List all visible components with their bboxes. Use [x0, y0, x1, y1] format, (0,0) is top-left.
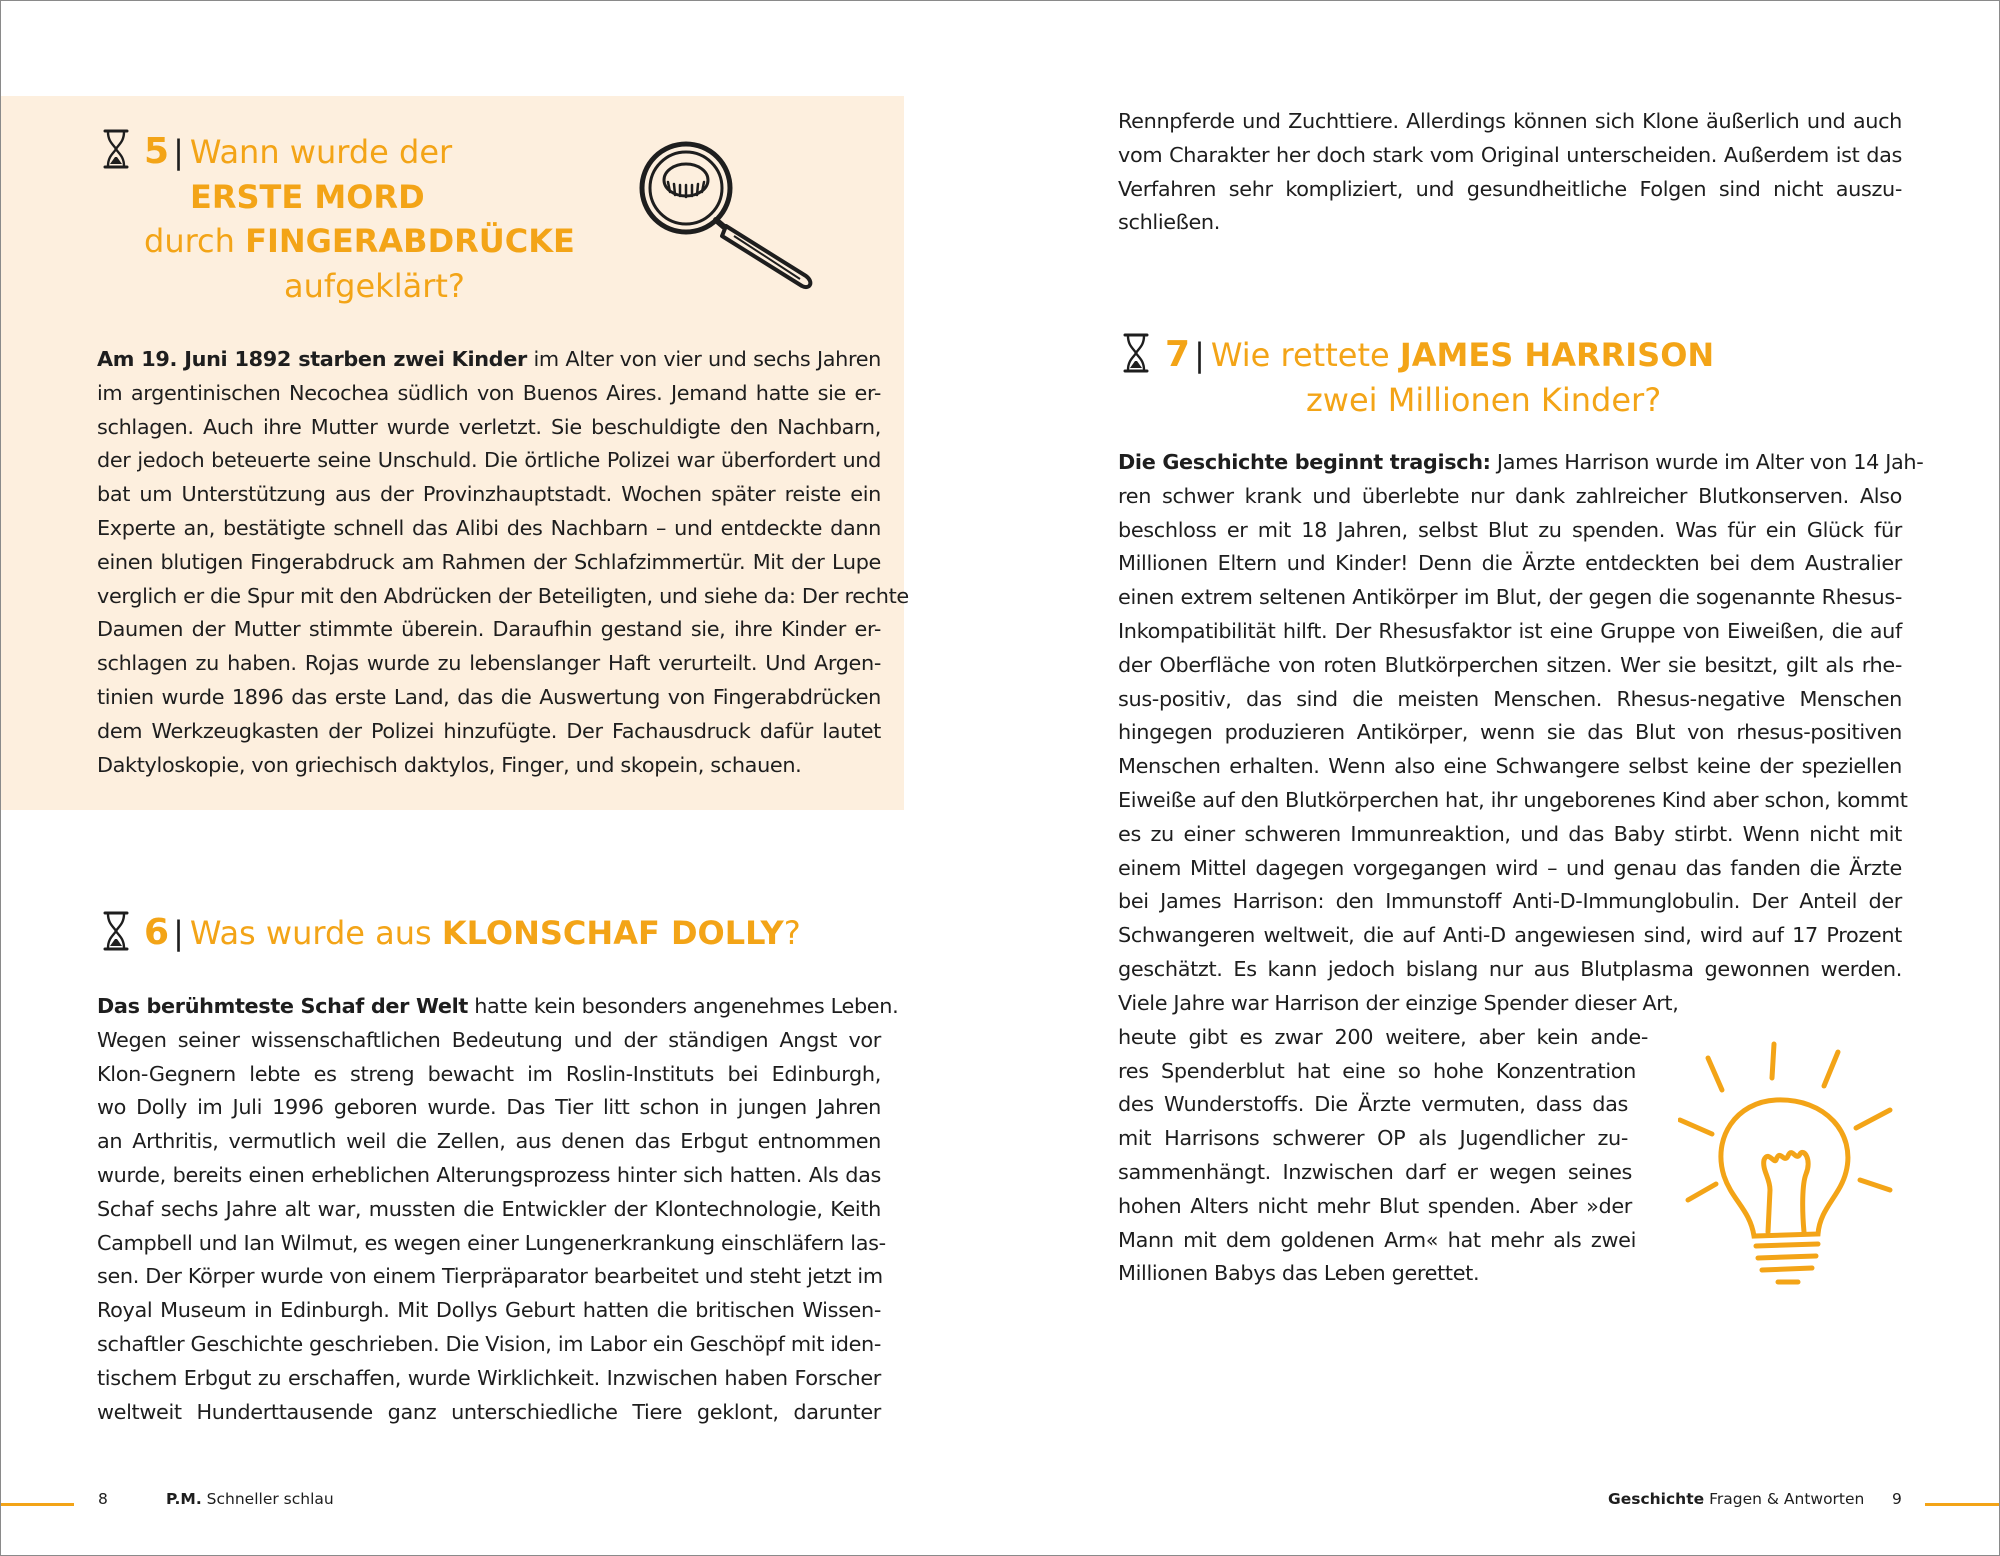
question-7-answer [1118, 446, 1924, 987]
answer-lead: Das berühmteste Schaf der Welt [97, 994, 468, 1018]
answer-lead: Die Geschichte beginnt tragisch: [1118, 450, 1491, 474]
footer-accent-rule [1, 1503, 74, 1506]
answer-line: bei James Harrison: den Immunstoff Anti-D-Immunglobulin. Der Anteil der [1118, 889, 1902, 914]
answer-line: dem Werkzeugkasten der Polizei hinzufügte. Der Fachausdruck dafür lautet [97, 718, 881, 743]
answer-line: Schwangeren weltweit, die auf Anti-D angewiesen sind, wird auf 17 Prozent [1118, 923, 1902, 948]
question-5-heading [144, 130, 452, 180]
answer-line: weltweit Hunderttausende ganz unterschiedliche Tiere geklont, darunter [97, 1399, 881, 1424]
answer-line: Die Geschichte beginnt tragisch: James Harrison wurde im Alter von 14 Jah- [1118, 450, 1924, 474]
heading-divider: | [173, 914, 184, 952]
answer-line: sammenhängt. Inzwischen darf er wegen seines [1118, 1159, 1632, 1184]
answer-line: Eiweiße auf den Blutkörperchen hat, ihr ungeborenes Kind aber schon, kommt [1118, 787, 1908, 812]
question-5-heading-line-2 [190, 175, 425, 225]
heading-divider: | [1194, 336, 1205, 374]
right-page-number: 9 [1892, 1490, 1902, 1508]
answer-line: sus-positiv, das sind die meisten Menschen. Rhesus-negative Menschen [1118, 686, 1902, 711]
hourglass-icon [1121, 332, 1151, 374]
heading-divider: | [173, 133, 184, 171]
answer-line: beschloss er mit 18 Jahren, selbst Blut zu spenden. Was für ein Glück für [1118, 517, 1902, 542]
answer-line: Experte an, bestätigte schnell das Alibi des Nachbarn – und entdeckte dann [97, 515, 881, 540]
footer-section: Geschichte [1608, 1490, 1705, 1508]
answer-line: ren schwer krank und überlebte nur dank zahlreicher Blutkonserven. Also [1118, 483, 1902, 508]
left-footer-title [166, 1490, 334, 1508]
answer-line: mit Harrisons schwerer OP als Jugendlicher zu- [1118, 1126, 1628, 1151]
answer-line: an Arthritis, vermutlich weil die Zellen, aus denen das Erbgut entnommen [97, 1129, 881, 1154]
left-page-number: 8 [98, 1490, 108, 1508]
hourglass-icon [101, 128, 131, 170]
answer-line: Rennpferde und Zuchttiere. Allerdings können sich Klone äußerlich und auch [1118, 109, 1902, 133]
question-number: 7 [1165, 334, 1191, 375]
question-5-answer [97, 343, 909, 782]
answer-line: Menschen erhalten. Wenn also eine Schwangere selbst keine der speziellen [1118, 754, 1902, 779]
answer-line: Verfahren sehr kompliziert, und gesundheitliche Folgen sind nicht auszu- [1118, 176, 1902, 201]
answer-line: verglich er die Spur mit den Abdrücken der Beteiligten, und siehe da: Der rechte [97, 583, 909, 608]
question-5-heading-line-3: durch FINGERABDRÜCKE [144, 222, 575, 260]
answer-line: geschätzt. Es kann jedoch bislang nur aus Blutplasma gewonnen werden. [1118, 956, 1902, 981]
magnifying-glass-icon [634, 140, 820, 292]
answer-line: Am 19. Juni 1892 starben zwei Kinder im Alter von vier und sechs Jahren [97, 347, 881, 371]
answer-line: Millionen Babys das Leben gerettet. [1118, 1261, 1480, 1286]
answer-line: Das berühmteste Schaf der Welt hatte kein besonders angenehmes Leben. [97, 994, 899, 1018]
heading-emphasis: FINGERABDRÜCKE [245, 222, 575, 260]
answer-line: einem Mittel dagegen vorgegangen wird – und genau das fanden die Ärzte [1118, 855, 1902, 880]
answer-line: Klon-Gegnern lebte es streng bewacht im Roslin-Instituts bei Edinburgh, [97, 1061, 881, 1086]
question-number: 6 [144, 912, 170, 953]
answer-line: im argentinischen Necochea südlich von Buenos Aires. Jemand hatte sie er- [97, 380, 881, 405]
answer-line: tinien wurde 1896 das erste Land, das die Auswertung von Fingerabdrücken [97, 684, 881, 709]
answer-line: schlagen zu haben. Rojas wurde zu lebenslanger Haft verurteilt. Und Argen- [97, 651, 881, 676]
heading-emphasis: JAMES HARRISON [1399, 336, 1715, 374]
answer-line: tischem Erbgut zu erschaffen, wurde Wirklichkeit. Inzwischen haben Forscher [97, 1365, 881, 1390]
question-7-answer-wrap [1118, 987, 1702, 1291]
footer-accent-rule [1925, 1503, 1999, 1506]
answer-lead: Am 19. Juni 1892 starben zwei Kinder [97, 347, 527, 371]
answer-line: wurde, bereits einen erheblichen Alterungsprozess hinter sich hatten. Als das [97, 1162, 881, 1187]
answer-line: schließen. [1118, 210, 1220, 235]
question-5-heading-line-4: aufgeklärt? [284, 267, 465, 305]
heading-emphasis: KLONSCHAF DOLLY [441, 914, 784, 952]
answer-line: Wegen seiner wissenschaftlichen Bedeutung und der ständigen Angst vor [97, 1027, 881, 1052]
answer-line: schlagen. Auch ihre Mutter wurde verletzt. Sie beschuldigte den Nachbarn, [97, 414, 881, 439]
answer-line: Campbell und Ian Wilmut, es wegen einer Lungenerkrankung einschläfern las- [97, 1230, 886, 1255]
answer-line: der jedoch beteuerte seine Unschuld. Die örtliche Polizei war überfordert und [97, 448, 881, 473]
answer-line: Royal Museum in Edinburgh. Mit Dollys Geburt hatten die britischen Wissen- [97, 1298, 881, 1323]
question-number: 5 [144, 131, 170, 172]
answer-line: Millionen Eltern und Kinder! Denn die Ärzte entdeckten bei dem Australier [1118, 551, 1902, 576]
answer-line: heute gibt es zwar 200 weitere, aber kein ande- [1118, 1024, 1648, 1049]
question-6-answer [97, 990, 899, 1429]
answer-line: Viele Jahre war Harrison der einzige Spender dieser Art, [1118, 991, 1679, 1015]
answer-line: vom Charakter her doch stark vom Original unterscheiden. Außerdem ist das [1118, 142, 1902, 167]
answer-line: schaftler Geschichte geschrieben. Die Vision, im Labor ein Geschöpf mit iden- [97, 1331, 881, 1356]
answer-line: wo Dolly im Juli 1996 geboren wurde. Das Tier litt schon in jungen Jahren [97, 1095, 881, 1120]
answer-line: hohen Alters nicht mehr Blut spenden. Aber »der [1118, 1193, 1632, 1218]
right-footer-title [1608, 1490, 1864, 1508]
answer-line: hingegen produzieren Antikörper, wenn sie das Blut von rhesus-positiven [1118, 720, 1902, 745]
question-6-continuation [1118, 105, 1902, 240]
answer-line: des Wunderstoffs. Die Ärzte vermuten, dass das [1118, 1092, 1628, 1117]
answer-line: Mann mit dem goldenen Arm« hat mehr als zwei [1118, 1227, 1636, 1252]
question-7-heading: 7 | Wie rettete JAMES HARRISON [1165, 334, 1715, 375]
answer-line: Daktyloskopie, von griechisch daktylos, Finger, und skopein, schauen. [97, 752, 802, 777]
heading-line-1: Wann wurde der [189, 133, 453, 171]
footer-subtitle: Fragen & Antworten [1709, 1490, 1865, 1508]
answer-line: Inkompatibilität hilft. Der Rhesusfaktor ist eine Gruppe von Eiweißen, die auf [1118, 618, 1902, 643]
answer-line: es zu einer schweren Immunreaktion, und das Baby stirbt. Wenn nicht mit [1118, 821, 1902, 846]
answer-line: einen blutigen Fingerabdruck am Rahmen der Schlafzimmertür. Mit der Lupe [97, 549, 881, 574]
answer-line: sen. Der Körper wurde von einem Tierpräparator bearbeitet und steht jetzt im [97, 1264, 883, 1289]
heading-emphasis: ERSTE MORD [190, 178, 425, 216]
question-7-heading-line-2: zwei Millionen Kinder? [1306, 381, 1662, 419]
answer-line: Daumen der Mutter stimmte überein. Daraufhin gestand sie, ihre Kinder er- [97, 617, 881, 642]
light-bulb-icon [1678, 1040, 1896, 1288]
answer-line: der Oberfläche von roten Blutkörperchen sitzen. Wer sie besitzt, gilt als rhe- [1118, 652, 1902, 677]
answer-line: res Spenderblut hat eine so hohe Konzentration [1118, 1058, 1636, 1083]
question-6-heading: 6 | Was wurde aus KLONSCHAF DOLLY? [144, 912, 801, 953]
answer-line: Schaf sechs Jahre alt war, mussten die Entwickler der Klontechnologie, Keith [97, 1196, 881, 1221]
hourglass-icon [101, 910, 131, 952]
footer-series: Schneller schlau [206, 1490, 334, 1508]
answer-line: bat um Unterstützung aus der Provinzhauptstadt. Wochen später reiste ein [97, 482, 881, 507]
answer-line: einen extrem seltenen Antikörper im Blut, der gegen die sogenannte Rhesus- [1118, 585, 1902, 610]
footer-brand: P.M. [166, 1490, 202, 1508]
